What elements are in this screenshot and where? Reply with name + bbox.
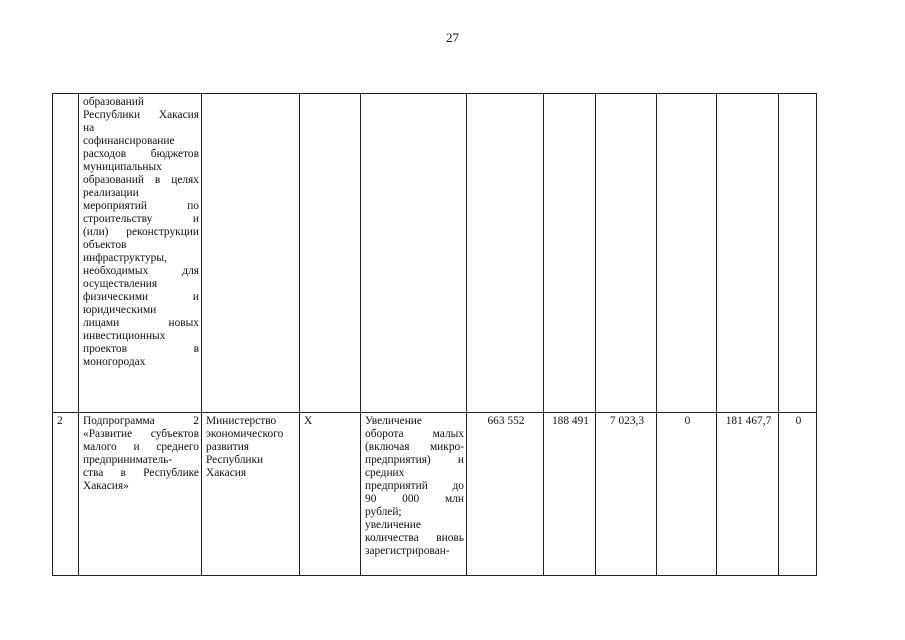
page-number: 27 bbox=[446, 30, 459, 45]
text-line: (включая микро- bbox=[365, 441, 464, 453]
amount-cell bbox=[779, 94, 817, 413]
amount-cell-2: 188 491 bbox=[544, 413, 596, 576]
text-line: расходов бюджетов bbox=[83, 148, 199, 160]
text-line: реализации bbox=[83, 187, 139, 199]
text-line: количества вновь bbox=[365, 532, 464, 544]
text-line: Республики Хакасия bbox=[83, 109, 199, 121]
description-cell bbox=[361, 94, 467, 413]
text-line: 90 000 млн bbox=[365, 493, 464, 505]
amount-cell-6: 0 bbox=[779, 413, 817, 576]
total-cell: 663 552 bbox=[467, 413, 544, 576]
text-line: объектов bbox=[83, 239, 127, 251]
text-line: экономического bbox=[206, 428, 284, 440]
row-index-cell bbox=[53, 94, 79, 413]
mark-cell: Х bbox=[300, 413, 361, 576]
text-line: мероприятий по bbox=[83, 200, 199, 212]
text-line: увеличение bbox=[365, 519, 421, 531]
amount-cell-3: 7 023,3 bbox=[596, 413, 657, 576]
amount-cell bbox=[717, 94, 779, 413]
text-line: строительству и bbox=[83, 213, 199, 225]
text-line: Подпрограмма 2 bbox=[83, 415, 199, 427]
text-line: предприниматель- bbox=[83, 454, 173, 466]
text-line: лицами новых bbox=[83, 317, 199, 329]
text-line: «Развитие субъектов bbox=[83, 428, 199, 440]
row-index-cell: 2 bbox=[53, 413, 79, 576]
text-line: софинансирование bbox=[83, 135, 175, 147]
text-line: проектов в bbox=[83, 343, 199, 355]
measure-name-cell bbox=[79, 94, 202, 413]
text-line: предприятий до bbox=[365, 480, 464, 492]
table-row bbox=[53, 413, 817, 576]
text-line: малого и среднего bbox=[83, 441, 199, 453]
text-line: физическими и bbox=[83, 291, 199, 303]
text-line: инфраструктуры, bbox=[83, 252, 167, 264]
text-line: ства в Республике bbox=[83, 467, 199, 479]
text-line: юридическими bbox=[83, 304, 157, 316]
text-line: Хакасия» bbox=[83, 480, 129, 492]
text-line: на bbox=[83, 122, 95, 134]
text-line: рублей; bbox=[365, 506, 402, 518]
amount-cell bbox=[544, 94, 596, 413]
text-line: Республики bbox=[206, 454, 264, 466]
text-line: Увеличение bbox=[365, 415, 422, 427]
subprogram-name-cell bbox=[79, 413, 202, 576]
text-line: Хакасия bbox=[206, 467, 247, 479]
text-line: (или) реконструкции bbox=[83, 226, 199, 238]
text-line: инвестиционных bbox=[83, 330, 166, 342]
description-cell bbox=[361, 413, 467, 576]
description-text bbox=[365, 415, 464, 558]
text-line: оборота малых bbox=[365, 428, 464, 440]
text-line: необходимых для bbox=[83, 265, 199, 277]
text-line: зарегистрирован- bbox=[365, 545, 450, 557]
table-row bbox=[53, 94, 817, 413]
mark-cell bbox=[300, 94, 361, 413]
text-line: предприятия) и bbox=[365, 454, 464, 466]
responsible-cell bbox=[202, 94, 300, 413]
text-line: образований в целях bbox=[83, 174, 199, 186]
measure-name-text bbox=[83, 96, 199, 369]
subprogram-name-text bbox=[83, 415, 199, 493]
responsible-text bbox=[206, 415, 297, 480]
text-line: осуществления bbox=[83, 278, 158, 290]
amount-cell bbox=[657, 94, 717, 413]
text-line: моногородах bbox=[83, 356, 146, 368]
amount-cell-5: 181 467,7 bbox=[717, 413, 779, 576]
text-line: развития bbox=[206, 441, 250, 453]
amount-cell-4: 0 bbox=[657, 413, 717, 576]
text-line: образований bbox=[83, 96, 144, 108]
text-line: средних bbox=[365, 467, 405, 479]
budget-table bbox=[52, 93, 817, 576]
amount-cell bbox=[596, 94, 657, 413]
responsible-cell bbox=[202, 413, 300, 576]
text-line: муниципальных bbox=[83, 161, 162, 173]
text-line: Министерство bbox=[206, 415, 277, 427]
total-cell bbox=[467, 94, 544, 413]
